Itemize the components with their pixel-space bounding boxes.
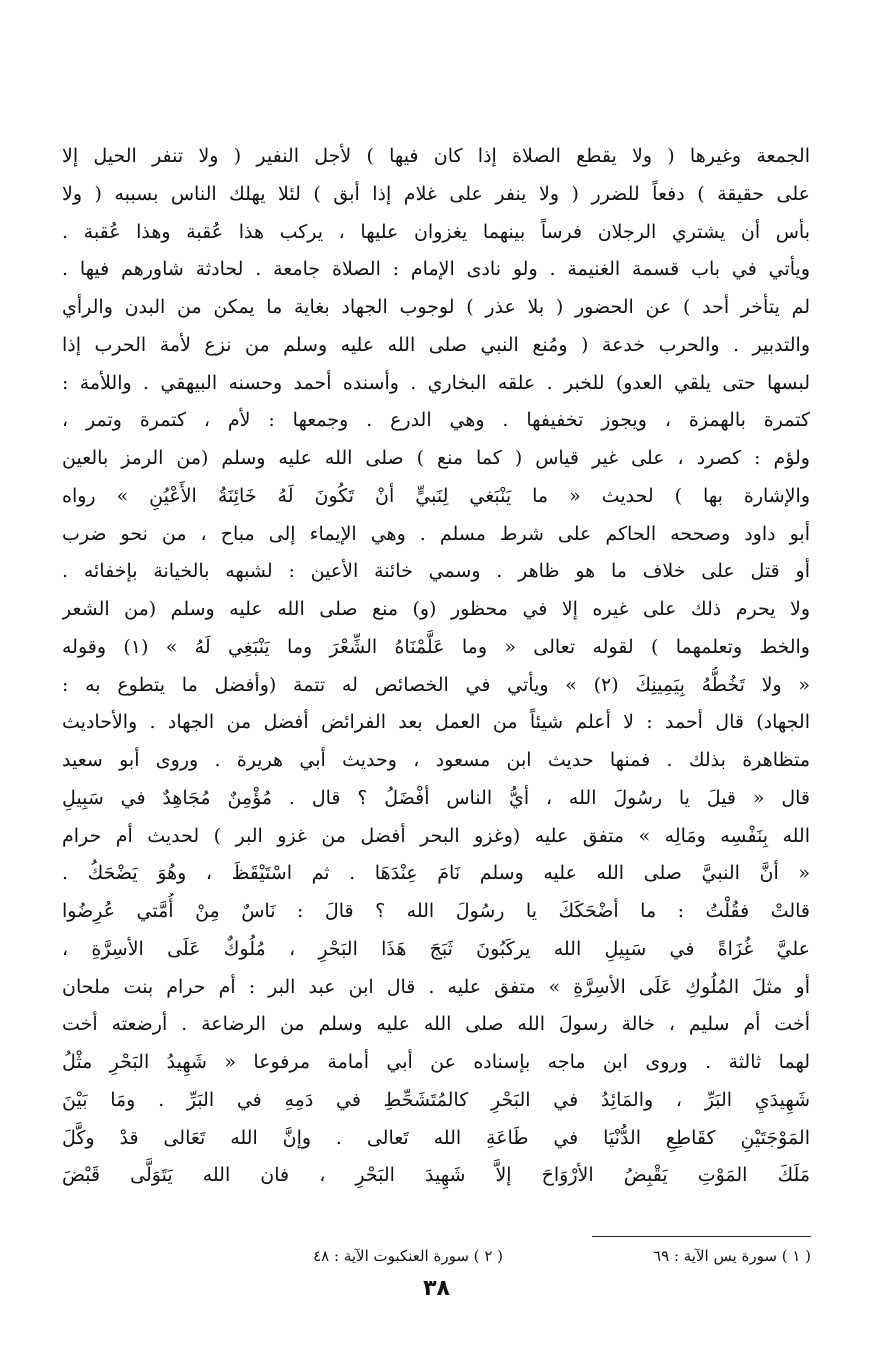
text-line: قالتْ فقُلْتُ : ما أضْحَكَكَ يا رسُولَ الله ؟ قالَ : نَاسٌ مِنْ أُمَّتي عُرِضُوا: [62, 900, 810, 922]
text-line: المَوْجَتَيْنِ كقَاطِعِ الدُّنْيَا في طَاعَةِ الله تَعالى . وإنَّ الله تَعَالى قدْ وكَّلَ: [62, 1126, 810, 1149]
text-line: أبو داود وصححه الحاكم على شرط مسلم . وهي الإيماء إلى مباح ، من نحو ضرب: [62, 522, 810, 545]
text-line: الجهاد) قال أحمد : لا أعلم شيئاً من العمل بعد الفرائض أفضل من الجهاد . والأحاديث: [62, 711, 810, 734]
text-line: أو مثلَ المُلُوكِ عَلَى الأسِرَّةِ » متفق عليه . قال ابن عبد البر : أم حرام بنت ملحان: [62, 975, 810, 998]
text-line: ولا يحرم ذلك على غيره إلا في محظور (و) منع صلى الله عليه وسلم (من الشعر: [62, 598, 810, 620]
text-line: أو قتل على خلاف ما هو ظاهر . وسمي خائنة الأعين : لشبهه بالخيانة بإخفائه .: [62, 560, 810, 583]
footnote-2: ( ٢ ) سورة العنكبوت الآية : ٤٨: [313, 1247, 503, 1265]
text-line: لبسها حتى يلقي العدو) للخبر . علقه البخاري . وأسنده أحمد وحسنه البيهقي . واللأمة :: [62, 371, 810, 394]
page-number: ٣٨: [423, 1276, 450, 1301]
text-line: الجمعة وغيرها ( ولا يقطع الصلاة إذا كان فيها ) لأجل النفير ( ولا تنفر الحيل إلا: [62, 145, 810, 167]
text-line: كتمرة بالهمزة ، ويجوز تخفيفها . وهي الدرع . وجمعها : لأم ، كتمرة وتمر ،: [62, 409, 810, 432]
text-line: ويأتي في باب قسمة الغنيمة . ولو نادى الإمام : الصلاة جامعة . لحادثة شاورهم فيها .: [62, 258, 810, 281]
text-line: والخط وتعلمهما ) لقوله تعالى « وما عَلَّمْنَاهُ الشِّعْرَ وما يَنْبَغِي لَهُ » (١) وقوله: [62, 635, 810, 658]
text-line: متظاهرة بذلك . فمنها حديث ابن مسعود ، وحديث أبي هريرة . وروى أبو سعيد: [62, 749, 810, 771]
text-line: لم يتأخر أحد ) عن الحضور ( بلا عذر ) لوجوب الجهاد بغاية ما يمكن من البدن والرأي: [62, 296, 810, 318]
text-line: على حقيقة ) دفعاً للضرر ( ولا ينفر على غلام إذا أبق ) لئلا يهلك الناس بسببه ( ولا: [62, 182, 810, 205]
text-line: والتدبير . والحرب خدعة ( ومُنع النبي صلى الله عليه وسلم من نزع لأمة الحرب إذا: [62, 333, 810, 356]
text-line: عليَّ غُزَاةً في سَبِيلِ الله يركَبُونَ ثَبَجَ هَذَا البَحْرِ ، مُلُوكٌ عَلَى الأسِرَّةِ ،: [62, 937, 810, 960]
text-line: والإشارة بها ) لحديث « ما يَنْبَغي لِنَبيٍّ أنْ تَكُونَ لَهُ خَائِنَةُ الأَعْيُنِ » رواه: [62, 484, 810, 507]
text-line: لهما ثالثة . وروى ابن ماجه بإسناده عن أبي أمامة مرفوعا « شَهِيدُ البَحْرِ مثْلُ: [62, 1051, 810, 1073]
text-line: مَلَكَ المَوْتِ يَقْبِضُ الأرْوَاحَ إلاَّ شَهِيدَ البَحْرِ ، فان الله يَتَوَلَّى قَبْضَ: [62, 1164, 810, 1187]
text-line: « ولا تَخُطُّهُ بِيَمِينِكَ (٢) » ويأتي في الخصائص له تتمة (وأفضل ما يتطوع به :: [62, 673, 810, 696]
text-line: ولؤم : كصرد ، على غير قياس ( كما منع ) صلى الله عليه وسلم (من الرمز بالعين: [62, 447, 810, 469]
text-line: شَهِيدَيِ البَرِّ ، والمَائِدُ في البَحْرِ كالمُتَشَحِّطِ في دَمِهِ في البَرِّ . ومَا بَيْنَ: [62, 1088, 810, 1111]
text-line: « أنَّ النبيَّ صلى الله عليه وسلم نَامَ عِنْدَهَا . ثم اسْتَيْقَظَ ، وهُوَ يَضْحَكُ .: [62, 862, 810, 885]
footnote-separator: [592, 1236, 811, 1237]
body-text: [62, 138, 810, 1195]
text-line: قال « قيلَ يا رسُولَ الله ، أيُّ الناس أفْضَلُ ؟ قال . مُؤْمِنٌ مُجَاهِدٌ في سَبِيلِ: [62, 786, 810, 809]
text-line: الله بِنَفْسِه ومَالِه » متفق عليه (وغزو البحر أفضل من غزو البر ) لحديث أم حرام: [62, 824, 810, 847]
text-line: أخت أم سليم ، خالة رسولَ الله صلى الله عليه وسلم من الرضاعة . أرضعته أخت: [62, 1013, 810, 1036]
footnote-1: ( ١ ) سورة يس الآية : ٦٩: [653, 1247, 811, 1265]
text-line: بأس أن يشتري الرجلان فرساً بينهما يغزوان عليها ، يركب هذا عُقبة وهذا عُقبة .: [62, 220, 810, 243]
